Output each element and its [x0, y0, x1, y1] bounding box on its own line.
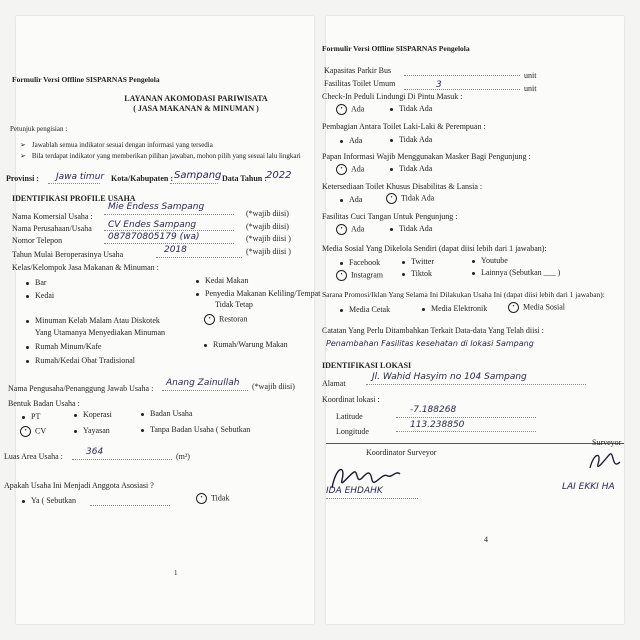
koordinator-line: [326, 498, 418, 499]
ketersediaan-label: Ketersediaan Toilet Khusus Disabilitas & Lansia :: [322, 182, 483, 191]
option-kedai-makan[interactable]: Kedai Makan: [196, 276, 248, 286]
longitude-line: [396, 431, 536, 432]
longitude-value[interactable]: 113.238850: [410, 420, 465, 430]
kelas-label: Kelas/Kelompok Jasa Makanan & Minuman :: [12, 263, 159, 272]
alamat-value[interactable]: Jl. Wahid Hasyim no 104 Sampang: [372, 372, 527, 382]
wajib-note: (*wajib diisi ): [246, 247, 291, 256]
tahun-mulai-label: Tahun Mulai Beroperasinya Usaha: [12, 250, 124, 259]
latitude-value[interactable]: -7.188268: [410, 405, 457, 415]
bentuk-label: Bentuk Badan Usaha :: [8, 399, 80, 408]
form-subtitle: ( JASA MAKANAN & MINUMAN ): [133, 104, 259, 113]
wajib-note: (*wajib diisi): [252, 382, 295, 391]
pengusaha-value[interactable]: Anang Zainullah: [166, 378, 240, 388]
option-media-sosial-selected[interactable]: • Media Sosial: [508, 302, 565, 313]
option-minuman-kelab[interactable]: Minuman Kelab Malam Atau Diskotek: [26, 316, 160, 326]
option-cv-selected[interactable]: • CV: [20, 426, 46, 437]
medsos-label: Media Sosial Yang Dikelola Sendiri (dapat diisi lebih dari 1 jawaban):: [322, 244, 547, 253]
cuci-label: Fasilitas Cuci Tangan Untuk Pengunjung :: [322, 212, 458, 221]
latitude-line: [396, 417, 536, 418]
latitude-label: Latitude: [336, 412, 363, 421]
papan-label: Papan Informasi Wajib Menggunakan Masker Bagi Pengunjung :: [322, 152, 531, 161]
ya-line: [90, 505, 170, 506]
catatan-value[interactable]: Penambahan Fasilitas kesehatan di lokasi Sampang: [326, 339, 534, 348]
option-tanpa-badan[interactable]: Tanpa Badan Usaha ( Sebutkan: [141, 425, 250, 435]
alamat-line: [366, 384, 586, 385]
page-mark: 1: [174, 569, 178, 577]
option-lainnya[interactable]: Lainnya (Sebutkan ___ ): [472, 268, 560, 278]
nama-perusahaan-line: [104, 230, 234, 231]
longitude-label: Longitude: [336, 427, 369, 436]
option-minuman-kelab-cont: Yang Utamanya Menyediakan Minuman: [35, 328, 166, 337]
kota-line: [170, 183, 218, 184]
asosiasi-label: Apakah Usaha Ini Menjadi Anggota Asosiasi ?: [4, 481, 154, 490]
instruction-1: ➢ Jawablah semua indikator sesuai dengan informasi yang tersedia: [20, 141, 213, 149]
telepon-value[interactable]: 087870805179 (wa): [108, 232, 200, 242]
option-pt[interactable]: PT: [22, 412, 40, 422]
provinsi-line: [48, 183, 100, 184]
form-title: LAYANAN AKOMODASI PARIWISATA: [124, 94, 268, 103]
option-penyedia-cont: Tidak Tetap: [215, 300, 253, 309]
kota-value[interactable]: Sampang: [174, 170, 222, 181]
telepon-line: [104, 243, 234, 244]
tahun-mulai-line: [156, 257, 242, 258]
pembagian-label: Pembagian Antara Toilet Laki-Laki & Perempuan :: [322, 122, 486, 131]
koordinator-label: Koordinator Surveyor: [366, 448, 437, 457]
tahun-value[interactable]: 2022: [266, 170, 292, 181]
option-ya[interactable]: Ya ( Sebutkan: [22, 496, 76, 506]
parkir-label: Kapasitas Parkir Bus: [324, 66, 392, 75]
form-header: Formulir Versi Offline SISPARNAS Pengelola: [12, 75, 160, 84]
luas-value[interactable]: 364: [86, 447, 104, 457]
option-twitter[interactable]: Twitter: [402, 257, 434, 267]
form-page-left: [4, 16, 321, 624]
nama-perusahaan-label: Nama Perusahaan/Usaha: [12, 224, 92, 233]
option-rumah-minum[interactable]: Rumah Minum/Kafe: [26, 342, 101, 352]
wajib-note: (*wajib diisi): [246, 209, 289, 218]
nama-komersial-label: Nama Komersial Usaha :: [12, 212, 93, 221]
provinsi-label: Provinsi :: [6, 174, 39, 183]
luas-unit: (m²): [176, 452, 190, 461]
pengusaha-line: [162, 390, 248, 391]
sarana-label: Sarana Promosi/Iklan Yang Selama Ini Dilakukan Usaha Ini (dapat diisi lebih dari 1 jawaban):: [322, 290, 605, 299]
checkin-ada-selected[interactable]: • Ada: [336, 104, 364, 115]
pembagian-ada[interactable]: Ada: [340, 136, 362, 146]
wajib-note: (*wajib diisi): [246, 222, 289, 231]
option-tiktok[interactable]: Tiktok: [402, 269, 432, 279]
option-instagram-selected[interactable]: • Instagram: [336, 270, 383, 281]
luas-label: Luas Area Usaha :: [4, 452, 63, 461]
option-koperasi[interactable]: Koperasi: [74, 410, 112, 420]
form-page-right: [322, 16, 624, 624]
checkin-label: Check-In Peduli Lindungi Di Pintu Masuk :: [322, 92, 463, 101]
section-profile-title: IDENTIFIKASI PROFILE USAHA: [12, 194, 136, 203]
koordinator-name: IDA EHDAHK: [326, 486, 383, 496]
surveyor-name: LAI EKKI HA: [562, 482, 615, 492]
form-header: Formulir Versi Offline SISPARNAS Pengelola: [322, 44, 470, 53]
option-kedai[interactable]: Kedai: [26, 291, 54, 301]
page-number: 4: [484, 535, 488, 544]
parkir-unit: unit: [524, 71, 537, 80]
toilet-value[interactable]: 3: [436, 80, 442, 90]
provinsi-value[interactable]: Jawa timur: [56, 172, 105, 182]
tahun-mulai-value[interactable]: 2018: [164, 245, 187, 255]
pengusaha-label: Nama Pengusaha/Penanggung Jawab Usaha :: [8, 384, 154, 393]
option-rumah-kedai[interactable]: Rumah/Kedai Obat Tradisional: [26, 356, 135, 366]
section-lokasi-title: IDENTIFIKASI LOKASI: [322, 361, 412, 370]
surveyor-label: Surveyor: [592, 438, 622, 447]
nama-perusahaan-value[interactable]: CV Endes Sampang: [108, 220, 197, 230]
parkir-line: [404, 75, 520, 76]
nama-komersial-line: [104, 214, 234, 215]
catatan-label: Catatan Yang Perlu Ditambahkan Terkait Data-data Yang Telah diisi :: [322, 326, 544, 335]
option-facebook[interactable]: Facebook: [340, 258, 380, 268]
option-youtube[interactable]: Youtube: [472, 256, 508, 266]
koordinat-label: Koordinat lokasi :: [322, 395, 380, 404]
option-penyedia[interactable]: Penyedia Makanan Keliling/Tempat: [196, 289, 320, 299]
option-yayasan[interactable]: Yayasan: [74, 426, 110, 436]
option-bar[interactable]: Bar: [26, 278, 47, 288]
papan-ada-selected[interactable]: • Ada: [336, 164, 364, 175]
luas-line: [72, 459, 172, 460]
kota-label: Kota/Kabupaten :: [111, 174, 174, 183]
checkin-tidak-ada[interactable]: Tidak Ada: [390, 104, 432, 114]
instruction-2: ➢ Bila terdapat indikator yang memberikan pilihan jawaban, mohon pilih yang sesuai lalu lingkari: [20, 152, 301, 160]
telepon-label: Nomor Telepon: [12, 236, 63, 245]
tahun-label: Data Tahun :: [222, 174, 267, 183]
toilet-line: [404, 89, 520, 90]
alamat-label: Alamat: [322, 379, 346, 388]
pembagian-tidak-ada[interactable]: Tidak Ada: [390, 135, 432, 145]
cuci-ada-selected[interactable]: • Ada: [336, 224, 364, 235]
ketersediaan-tidak-ada-selected[interactable]: • Tidak Ada: [386, 193, 434, 204]
option-media-cetak[interactable]: Media Cetak: [340, 305, 390, 315]
option-restoran-selected[interactable]: • Restoran: [204, 314, 247, 325]
option-tidak-selected[interactable]: • Tidak: [196, 493, 229, 504]
papan-tidak-ada[interactable]: Tidak Ada: [390, 164, 432, 174]
wajib-note: (*wajib diisi ): [246, 234, 291, 243]
option-badan-usaha[interactable]: Badan Usaha: [141, 409, 192, 419]
surveyor-signature-icon: [586, 448, 624, 478]
toilet-unit: unit: [524, 84, 537, 93]
instruction-label: Petunjuk pengisian :: [10, 125, 68, 133]
cuci-tidak-ada[interactable]: Tidak Ada: [390, 224, 432, 234]
option-media-elektronik[interactable]: Media Elektronik: [422, 304, 487, 314]
divider: [326, 443, 624, 444]
toilet-label: Fasilitas Toilet Umum: [324, 79, 396, 88]
nama-komersial-value[interactable]: Mie Endess Sampang: [108, 202, 205, 212]
option-rumah-warung[interactable]: Rumah/Warung Makan: [204, 340, 288, 350]
ketersediaan-ada[interactable]: Ada: [340, 195, 362, 205]
